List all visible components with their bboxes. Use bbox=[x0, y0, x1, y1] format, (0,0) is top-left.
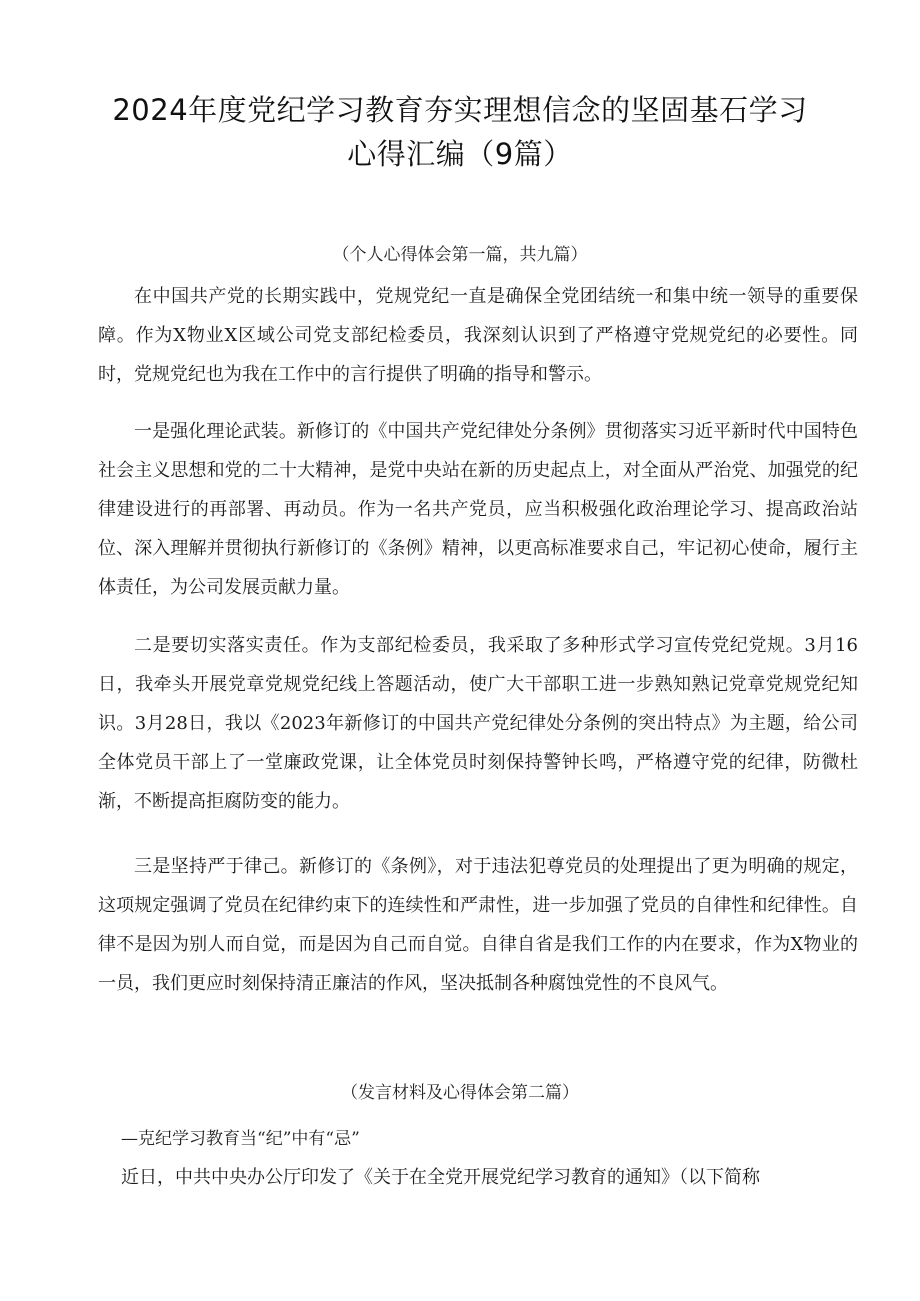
section-1-paragraph-4: 三是坚持严于律己。新修订的《条例》，对于违法犯尊党员的处理提出了更为明确的规定，这项规定强调了党员在纪律约束下的连续性和严肃性，进一步加强了党员的自律性和纪律性。自律不是因为别人而自觉，而是因为自己而自觉。自律自省是我们工作的内在要求，作为X物业的一员，我们更应时刻保持清正廉洁的作风，坚决抵制各种腐蚀党性的不良风气。 bbox=[98, 856, 858, 994]
document-title bbox=[90, 88, 830, 176]
section-1-paragraph-1: 在中国共产党的长期实践中，党规党纪一直是确保全党团结统一和集中统一领导的重要保障。作为X物业X区域公司党支部纪检委员，我深刻认识到了严格遵守党规党纪的必要性。同时，党规党纪也为我在工作中的言行提供了明确的指导和警示。 bbox=[98, 286, 858, 385]
document-title-line-2: 心得汇编（9篇） bbox=[347, 137, 573, 171]
section-2-paragraph-1: 近日，中共中央办公厅印发了《关于在全党开展党纪学习教育的通知》（以下简称 bbox=[121, 1167, 760, 1188]
section-1-paragraph-2: 一是强化理论武装。新修订的《中国共产党纪律处分条例》贯彻落实习近平新时代中国特色社会主义思想和党的二十大精神，是党中央站在新的历史起点上，对全面从严治党、加强党的纪律建设进行的再部署、再动员。作为一名共产党员，应当积极强化政治理论学习、提高政治站位、深入理解并贯彻执行新修订的《条例》精神，以更高标准要求自己，牢记初心使命，履行主体责任，为公司发展贡献力量。 bbox=[98, 421, 858, 598]
section-1-heading: （个人心得体会第一篇，共九篇） bbox=[332, 245, 588, 265]
section-2-subtitle: —克纪学习教育当“纪”中有“忌” bbox=[121, 1129, 360, 1149]
document-title-line-1: 2024年度党纪学习教育夯实理想信念的坚固基石学习 bbox=[112, 93, 808, 127]
section-2-heading: （发言材料及心得体会第二篇） bbox=[341, 1083, 579, 1103]
section-1-paragraph-3: 二是要切实落实责任。作为支部纪检委员，我采取了多种形式学习宣传党纪党规。3月16日，我牵头开展党章党规党纪线上答题活动，使广大干部职工进一步熟知熟记党章党规党纪知识。3月28日，我以《2023年新修订的中国共产党纪律处分条例的突出特点》为主题，给公司全体党员干部上了一堂廉政党课，让全体党员时刻保持警钟长鸣，严格遵守党的纪律，防微杜渐，不断提高拒腐防变的能力。 bbox=[98, 635, 858, 812]
